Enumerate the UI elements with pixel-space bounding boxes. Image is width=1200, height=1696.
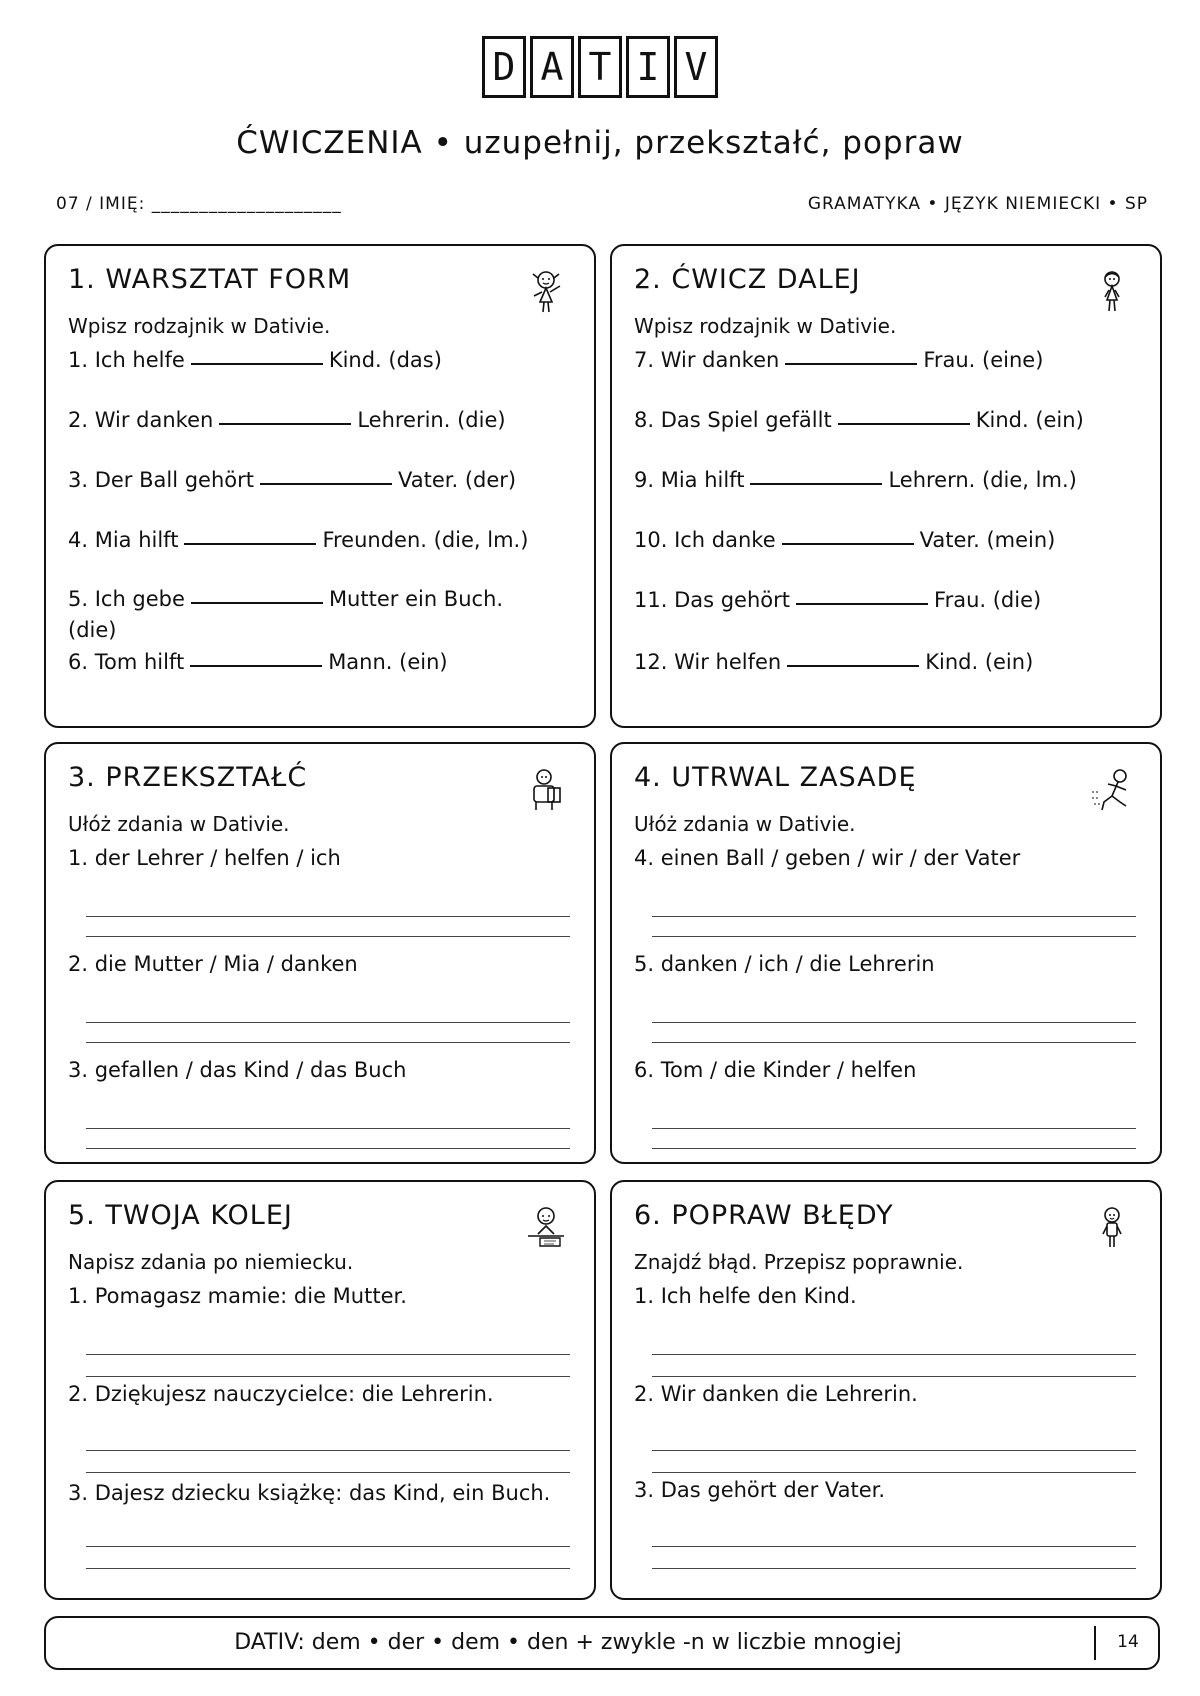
writing-line[interactable] [86, 1354, 570, 1355]
answer-blank[interactable] [260, 482, 392, 485]
writing-line[interactable] [652, 1450, 1136, 1451]
worksheet-title [0, 36, 1200, 98]
category-label: GRAMATYKA • JĘZYK NIEMIECKI • SP [807, 194, 1148, 214]
girl-standing-icon [1090, 268, 1134, 316]
item-text: Mutter ein Buch. (die) [68, 587, 504, 642]
exercise-item: 1. Pomagasz mamie: die Mutter. [68, 1284, 407, 1308]
exercise-panel-2 [610, 244, 1162, 728]
item-text: 3. Der Ball gehört [68, 468, 255, 492]
item-text: 2. Wir danken [68, 408, 214, 432]
answer-blank[interactable] [787, 664, 919, 667]
writing-line[interactable] [86, 1042, 570, 1043]
panel-title: 3. PRZEKSZTAŁĆ [68, 762, 308, 793]
answer-blank[interactable] [838, 422, 970, 425]
item-text: 5. Ich gebe [68, 587, 185, 611]
exercise-item: 6. Tom / die Kinder / helfen [634, 1058, 917, 1082]
item-text: 4. Mia hilft [68, 528, 179, 552]
answer-blank[interactable] [782, 542, 914, 545]
title-letter-box: T [578, 36, 622, 98]
exercise-item: 2. Dziękujesz nauczycielce: die Lehrerin. [68, 1382, 494, 1406]
panel-instruction: Ułóż zdania w Dativie. [634, 812, 856, 836]
exercise-item [68, 408, 506, 432]
item-text: Vater. (mein) [919, 528, 1056, 552]
writing-line[interactable] [652, 936, 1136, 937]
item-text: 7. Wir danken [634, 348, 780, 372]
exercise-item [68, 584, 558, 646]
answer-blank[interactable] [191, 601, 323, 604]
writing-line[interactable] [86, 1450, 570, 1451]
exercise-item: 4. einen Ball / geben / wir / der Vater [634, 846, 1021, 870]
writing-line[interactable] [652, 1022, 1136, 1023]
writing-line[interactable] [652, 1128, 1136, 1129]
exercise-item [634, 588, 1041, 612]
item-text: Lehrern. (die, lm.) [888, 468, 1077, 492]
writing-line[interactable] [652, 1354, 1136, 1355]
writing-line[interactable] [652, 1472, 1136, 1473]
answer-blank[interactable] [184, 542, 316, 545]
title-letter-box: D [482, 36, 526, 98]
answer-blank[interactable] [190, 664, 322, 667]
exercise-panel-1 [44, 244, 596, 728]
item-text: Kind. (das) [328, 348, 442, 372]
exercise-item [634, 528, 1055, 552]
item-text: Lehrerin. (die) [357, 408, 506, 432]
writing-line[interactable] [86, 936, 570, 937]
boy-standing-icon [1090, 1204, 1134, 1252]
writing-line[interactable] [86, 1128, 570, 1129]
panel-instruction: Wpisz rodzajnik w Dativie. [68, 314, 331, 338]
panel-title: 2. ĆWICZ DALEJ [634, 264, 861, 295]
name-field-label: 07 / IMIĘ: ____________________ [56, 194, 342, 214]
panel-instruction: Znajdź błąd. Przepisz poprawnie. [634, 1250, 964, 1274]
item-text: Frau. (eine) [923, 348, 1044, 372]
item-text: 6. Tom hilft [68, 650, 185, 674]
writing-line[interactable] [86, 916, 570, 917]
exercise-item: 2. die Mutter / Mia / danken [68, 952, 358, 976]
title-letter-box: A [530, 36, 574, 98]
subtitle: ĆWICZENIA • uzupełnij, przekształć, popraw [236, 125, 964, 161]
item-text: 12. Wir helfen [634, 650, 782, 674]
writing-line[interactable] [652, 1042, 1136, 1043]
item-text: Frau. (die) [934, 588, 1042, 612]
boy-running-icon [1090, 766, 1134, 814]
writing-line[interactable] [86, 1022, 570, 1023]
item-text: 1. Ich helfe [68, 348, 185, 372]
answer-blank[interactable] [219, 422, 351, 425]
answer-blank[interactable] [750, 482, 882, 485]
answer-blank[interactable] [785, 362, 917, 365]
exercise-item [68, 348, 442, 372]
exercise-item [634, 408, 1084, 432]
panel-title: 5. TWOJA KOLEJ [68, 1200, 293, 1231]
exercise-item [68, 528, 528, 552]
writing-line[interactable] [86, 1546, 570, 1547]
title-letter-box: V [674, 36, 718, 98]
item-text: 9. Mia hilft [634, 468, 745, 492]
boy-reading-icon [524, 766, 568, 814]
page-number: 14 [1117, 1632, 1139, 1652]
answer-blank[interactable] [191, 362, 323, 365]
girl-waving-icon [524, 268, 568, 316]
exercise-item [634, 468, 1077, 492]
exercise-item [68, 650, 448, 674]
rule-footer [44, 1616, 1160, 1670]
writing-line[interactable] [86, 1148, 570, 1149]
writing-line[interactable] [86, 1376, 570, 1377]
item-text: 10. Ich danke [634, 528, 776, 552]
exercise-item: 3. gefallen / das Kind / das Buch [68, 1058, 407, 1082]
exercise-panel-3 [44, 742, 596, 1164]
exercise-panel-4 [610, 742, 1162, 1164]
exercise-item [68, 468, 516, 492]
writing-line[interactable] [652, 916, 1136, 917]
writing-line[interactable] [86, 1568, 570, 1569]
item-text: 8. Das Spiel gefällt [634, 408, 832, 432]
panel-title: 1. WARSZTAT FORM [68, 264, 352, 295]
answer-blank[interactable] [796, 602, 928, 605]
writing-line[interactable] [86, 1472, 570, 1473]
exercise-panel-5 [44, 1180, 596, 1600]
writing-line[interactable] [652, 1568, 1136, 1569]
exercise-item [634, 650, 1033, 674]
panel-title: 4. UTRWAL ZASADĘ [634, 762, 917, 793]
writing-line[interactable] [652, 1546, 1136, 1547]
panel-instruction: Napisz zdania po niemiecku. [68, 1250, 354, 1274]
item-text: Kind. (ein) [925, 650, 1034, 674]
exercise-item: 2. Wir danken die Lehrerin. [634, 1382, 918, 1406]
boy-writing-icon [524, 1204, 568, 1252]
panel-title: 6. POPRAW BŁĘDY [634, 1200, 894, 1231]
exercise-panel-6 [610, 1180, 1162, 1600]
footer-divider [1094, 1626, 1096, 1660]
item-text: Freunden. (die, lm.) [322, 528, 529, 552]
exercise-item: 1. Ich helfe den Kind. [634, 1284, 857, 1308]
item-text: 11. Das gehört [634, 588, 791, 612]
item-text: Mann. (ein) [328, 650, 448, 674]
exercise-item: 3. Dajesz dziecku książkę: das Kind, ein Buch. [68, 1481, 551, 1505]
writing-line[interactable] [652, 1376, 1136, 1377]
exercise-item: 5. danken / ich / die Lehrerin [634, 952, 935, 976]
title-letter-box: I [626, 36, 670, 98]
panel-instruction: Wpisz rodzajnik w Dativie. [634, 314, 897, 338]
exercise-item: 1. der Lehrer / helfen / ich [68, 846, 341, 870]
exercise-item [634, 348, 1043, 372]
writing-line[interactable] [652, 1148, 1136, 1149]
exercise-item: 3. Das gehört der Vater. [634, 1478, 886, 1502]
item-text: Vater. (der) [398, 468, 517, 492]
panel-instruction: Ułóż zdania w Dativie. [68, 812, 290, 836]
dativ-rule: DATIV: dem • der • dem • den + zwykle -n w liczbie mnogiej [234, 1630, 902, 1655]
item-text: Kind. (ein) [975, 408, 1084, 432]
